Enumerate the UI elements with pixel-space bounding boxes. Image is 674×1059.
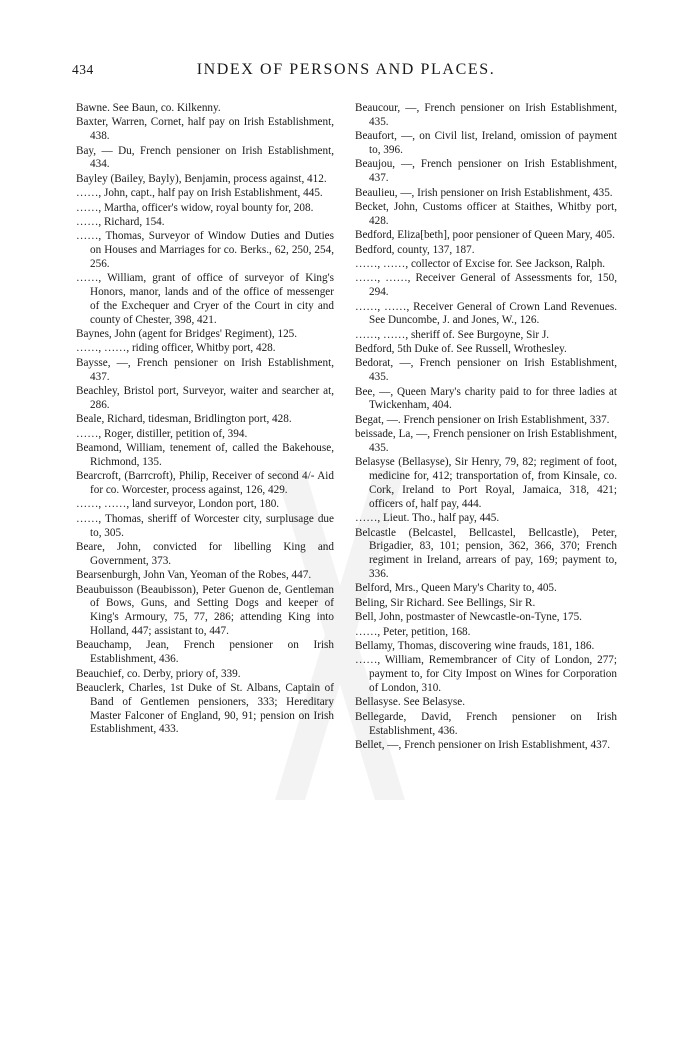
page-title: INDEX OF PERSONS AND PLACES. [196,61,496,78]
index-entry: Bearcroft, (Barrcroft), Philip, Receiver of second 4/- Aid for co. Worcester, process against, 126, 429. [76,470,334,497]
page-number: 434 [72,62,94,77]
index-entry: ……, Thomas, Surveyor of Window Duties and Duties on Houses and Marriages for co. Berks., 62, 250, 254, 256. [76,230,334,270]
index-entry: Beaucour, —, French pensioner on Irish Establishment, 435. [355,102,617,128]
index-entry: Belcastle (Belcastel, Bellcastel, Bellcastle), Peter, Brigadier, 83, 101; pension, 362, 366, 370; French regiment in Ireland, arrears of pay, 169; payment to, 336. [355,526,617,580]
index-entry: Baxter, Warren, Cornet, half pay on Irish Establishment, 438. [76,116,334,143]
index-entry: Beauclerk, Charles, 1st Duke of St. Albans, Captain of Band of Gentlemen pensioners, 333; Hereditary Master Falconer of England, 90, 91; pension on Irish Establishment, 433. [76,681,334,736]
index-entry: Bellegarde, David, French pensioner on Irish Establishment, 436. [355,710,617,737]
index-entry: Bedorat, —, French pensioner on Irish Establishment, 435. [355,357,617,384]
index-entry: Beale, Richard, tidesman, Bridlington port, 428. [76,413,292,426]
index-entry: Beaujou, —, French pensioner on Irish Establishment, 437. [355,158,617,185]
index-entry: Bellamy, Thomas, discovering wine frauds, 181, 186. [355,639,595,652]
index-entry: Beachley, Bristol port, Surveyor, waiter and searcher at, 286. [76,385,334,411]
index-entry: ……, Thomas, sheriff of Worcester city, surplusage due to, 305. [76,512,334,539]
index-entry: ……, ……, riding officer, Whitby port, 428. [76,342,276,355]
index-entry: ……, Peter, petition, 168. [355,625,471,638]
index-entry: Bellet, —, French pensioner on Irish Establishment, 437. [355,738,611,751]
index-entry: Baynes, John (agent for Bridges' Regiment), 125. [76,328,298,341]
index-entry: Beamond, William, tenement of, called the Bakehouse, Richmond, 135. [76,442,334,468]
index-entry: ……, Lieut. Tho., half pay, 445. [355,512,500,525]
index-entry: Bedford, county, 137, 187. [355,243,475,256]
index-entry: Bawne. See Baun, co. Kilkenny. [76,102,221,114]
index-entry: Beaulieu, —, Irish pensioner on Irish Establishment, 435. [355,186,613,199]
index-entry: Beaufort, —, on Civil list, Ireland, omission of payment to, 396. [355,130,617,156]
index-entry: Bearsenburgh, John Van, Yeoman of the Robes, 447. [76,569,312,582]
index-entry: ……, Martha, officer's widow, royal bounty for, 208. [76,201,314,214]
index-entry: Bell, John, postmaster of Newcastle-on-Tyne, 175. [355,611,582,624]
index-column-left [76,102,334,738]
index-entry: Bedford, 5th Duke of. See Russell, Wrothesley. [355,343,567,356]
index-entry: Beare, John, convicted for libelling King and Government, 373. [76,540,334,567]
index-entry: Belford, Mrs., Queen Mary's Charity to, 405. [355,582,557,595]
index-entry: Beling, Sir Richard. See Bellings, Sir R. [355,596,536,609]
index-entry: Bellasyse. See Belasyse. [355,696,465,709]
page-header [72,62,620,84]
index-entry: Belasyse (Bellasyse), Sir Henry, 79, 82; regiment of foot, medicine for, 412; transportation of, from Kinsale, co. Cork, Ireland to Port Royal, Jamaica, 318, 421; officers of, half pay, 444. [355,456,617,510]
index-entry: ……, ……, collector of Excise for. See Jackson, Ralph. [355,257,606,270]
index-entry: Bedford, Eliza[beth], poor pensioner of Queen Mary, 405. [355,229,615,242]
index-entry: ……, ……, land surveyor, London port, 180. [76,498,280,511]
index-entry: ……, Roger, distiller, petition of, 394. [76,427,248,440]
index-entry: Beaubuisson (Beaubisson), Peter Guenon de, Gentleman of Bows, Guns, and Setting Dogs and keeper of King's Armoury, 75, 77, 286; attending King into Holland, 447; assistant to, 447. [76,583,334,637]
index-entry: beissade, La, —, French pensioner on Irish Establishment, 435. [355,428,617,455]
index-entry: Bay, — Du, French pensioner on Irish Establishment, 434. [76,144,334,171]
index-entry: ……, ……, sheriff of. See Burgoyne, Sir J. [355,328,550,341]
index-entry: Beauchief, co. Derby, priory of, 339. [76,667,241,680]
index-entry: ……, ……, Receiver General of Assessments for, 150, 294. [355,272,617,299]
index-entry: Becket, John, Customs officer at Staithes, Whitby port, 428. [355,200,617,227]
index-entry: ……, William, grant of office of surveyor of King's Honors, manor, lands and of the office of messenger of the Exchequer and Cryer of the Court in city and county of Chester, 398, 421. [76,272,334,326]
index-entry: ……, John, capt., half pay on Irish Establishment, 445. [76,187,323,200]
index-entry: ……, Richard, 154. [76,215,165,228]
index-entry: Beauchamp, Jean, French pensioner on Irish Establishment, 436. [76,639,334,666]
index-entry: Bayley (Bailey, Bayly), Benjamin, process against, 412. [76,172,327,185]
index-entry: ……, William, Remembrancer of City of London, 277; payment to, for City Impost on Wines for Corporation of London, 310. [355,654,617,694]
index-entry: Baysse, —, French pensioner on Irish Establishment, 437. [76,356,334,383]
index-entry: ……, ……, Receiver General of Crown Land Revenues. See Duncombe, J. and Jones, W., 126. [355,300,617,327]
index-entry: Begat, —. French pensioner on Irish Establishment, 337. [355,413,610,426]
index-entry: Bee, —, Queen Mary's charity paid to for three ladies at Twickenham, 404. [355,385,617,412]
index-column-right [355,102,617,753]
